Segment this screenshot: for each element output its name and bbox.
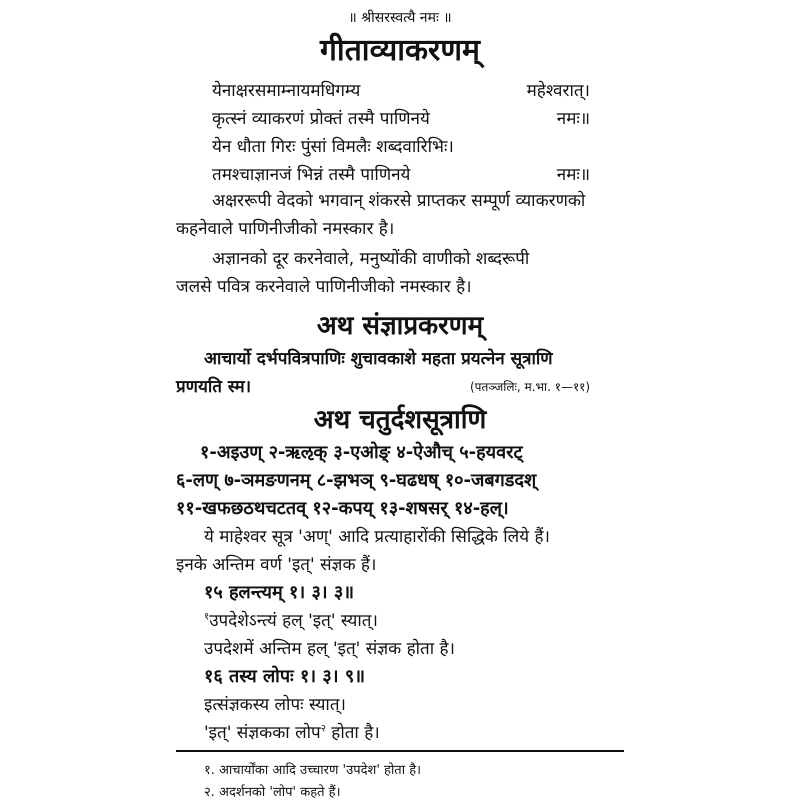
- quote-line-2: प्रणयति स्म।: [176, 377, 252, 397]
- verse-1-part-a: येनाक्षरसमाम्नायमधिगम्य: [212, 81, 361, 101]
- verse-line-4: [212, 162, 590, 185]
- para2-line-2: जलसे पवित्र करनेवाले पाणिनीजीको नमस्कार है।: [176, 277, 472, 297]
- para2-line-1: अज्ञानको दूर करनेवाले, मनुष्योंकी वाणीको शब्दरूपी: [212, 249, 530, 269]
- sutra-16-text-2b: होता है।: [325, 723, 380, 743]
- verse-3-part-a: येन धौता गिरः पुंसां विमलैः शब्दवारिभिः।: [212, 137, 454, 157]
- heading-chaturdasha-sutrani: अथ चतुर्दशसूत्राणि: [313, 405, 487, 435]
- page-title: गीताव्याकरणम्: [320, 33, 480, 68]
- sutra-list-line-2: ६-लण् ७-ञमङणनम् ८-झभञ् ९-घढधष् १०-जबगडदश्: [176, 470, 537, 491]
- sutra-16-text-2: [204, 720, 380, 743]
- quote-source: (पतञ्जलिः, म.भा. १—११): [470, 380, 591, 394]
- sutra-16-text-2a: 'इत्' संज्ञकका लोप: [204, 723, 321, 743]
- verse-4-part-b: नमः॥: [556, 165, 590, 185]
- sutra-list-line-1: १-अइउण् २-ऋऌक् ३-एओङ् ४-ऐऔच् ५-हयवरट्: [200, 442, 523, 463]
- heading-sanjna-prakaranam: अथ संज्ञाप्रकरणम्: [316, 311, 484, 341]
- verse-line-2: [212, 106, 590, 129]
- footnote-divider: [176, 750, 624, 752]
- verse-line-1: [212, 78, 590, 101]
- verse-2-part-a: कृत्स्नं व्याकरणं प्रोक्तं तस्मै पाणिनये: [212, 109, 430, 129]
- verse-line-3: [212, 134, 590, 157]
- footnote-1: १. आचार्योंका आदि उच्चारण 'उपदेश' होता है।: [204, 763, 422, 778]
- footnote-marker-2: २: [320, 723, 326, 735]
- sutra-15-text-2: उपदेशमें अन्तिम हल् 'इत्' संज्ञक होता है।: [204, 639, 456, 659]
- invocation: ॥ श्रीसरस्वत्यै नमः ॥: [348, 10, 452, 26]
- footnote-2: २. अदर्शनको 'लोप' कहते हैं।: [204, 785, 341, 800]
- verse-4-part-a: तमश्चाज्ञानजं भिन्नं तस्मै पाणिनये: [212, 165, 411, 185]
- verse-1-part-b: महेश्वरात्।: [526, 81, 590, 101]
- sutra-16-text-1: इत्संज्ञकस्य लोपः स्यात्।: [204, 695, 346, 715]
- sutra-16-heading: १६ तस्य लोपः १। ३। ९॥: [204, 666, 365, 687]
- sutra-15-text-1-body: उपदेशेऽन्त्यं हल् 'इत्' स्यात्।: [209, 611, 378, 631]
- sutra-list-line-3: ११-खफछठथचटतव् १२-कपय् १३-शषसर् १४-हल्।: [176, 498, 509, 519]
- explanation-line-1: ये माहेश्वर सूत्र 'अण्' आदि प्रत्याहारोंकी सिद्धिके लिये हैं।: [204, 527, 550, 547]
- sutra-15-heading: १५ हलन्त्यम् १। ३। ३॥: [204, 582, 355, 603]
- footnote-marker-1: १: [204, 611, 210, 623]
- para1-line-2: कहनेवाले पाणिनीजीको नमस्कार है।: [176, 219, 395, 239]
- quote-line-1: आचार्यो दर्भपवित्रपाणिः शुचावकाशे महता प्रयत्नेन सूत्राणि: [204, 349, 553, 369]
- verse-2-part-b: नमः॥: [556, 109, 590, 129]
- explanation-line-2: इनके अन्तिम वर्ण 'इत्' संज्ञक हैं।: [176, 555, 377, 575]
- sutra-15-text-1: [204, 608, 378, 631]
- para1-line-1: अक्षररूपी वेदको भगवान् शंकरसे प्राप्तकर सम्पूर्ण व्याकरणको: [212, 191, 586, 211]
